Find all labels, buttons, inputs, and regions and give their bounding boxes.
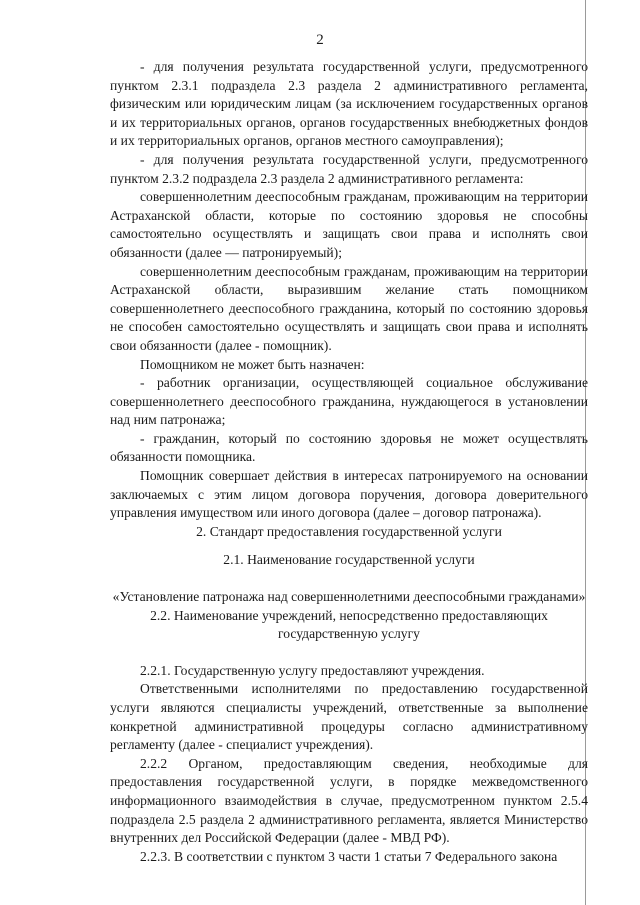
paragraph: - для получения результата государственной услуги, предусмотренного пунктом 2.3.1 подраздела 2.3 раздела 2 административного регламента, физическим или юридическим лицам (за исключением государственных органов и их территориальных органов, органов государственных внебюджетных фондов и их территориальных органов, органов местного самоуправления); [110,59,588,149]
paragraph: совершеннолетним дееспособным гражданам, проживающим на территории Астраханской области, которые по состоянию здоровья не способны самостоятельно осуществлять и защищать свои права и исполнять свои обязанности (далее — патронируемый); [110,189,588,260]
document-body [110,58,588,866]
paragraph: Помощником не может быть назначен: [140,356,365,372]
paragraph: - гражданин, который по состоянию здоровья не может осуществлять обязанности помощника. [110,430,588,465]
paragraph: 2.2.1. Государственную услугу предоставляют учреждения. [140,662,485,678]
page-number: 2 [316,32,324,48]
subsection-heading-2-2: 2.2. Наименование учреждений, непосредственно предоставляющих государственную услугу [150,607,548,642]
subsection-heading-2-1: 2.1. Наименование государственной услуги [223,552,475,568]
paragraph: 2.2.3. В соответствии с пунктом 3 части 1 статьи 7 Федерального закона [140,848,558,864]
paragraph: совершеннолетним дееспособным гражданам, проживающим на территории Астраханской области, выразившим желание стать помощником совершеннолетнего дееспособного гражданина, который по состоянию здоровья не способен самостоятельно осуществлять и защищать свои права и исполнять свои обязанности (далее - помощник). [110,263,588,353]
service-name: «Установление патронажа над совершеннолетними дееспособными гражданами» [112,589,586,605]
section-heading: 2. Стандарт предоставления государственной услуги [196,523,502,539]
paragraph: - работник организации, осуществляющей социальное обслуживание совершеннолетнего дееспособного гражданина, нуждающегося в установлении над ним патронажа; [110,375,588,428]
paragraph: Ответственными исполнителями по предоставлению государственной услуги являются специалисты учреждений, ответственные за выполнение конкретной административной процедуры согласно административному регламенту (далее - специалист учреждения). [110,681,588,753]
paragraph: Помощник совершает действия в интересах патронируемого на основании заключаемых с этим лицом договора поручения, договора доверительного управления имуществом или иного договора (далее – договор патронажа). [110,468,588,521]
paragraph: 2.2.2 Органом, предоставляющим сведения, необходимые для предоставления государственной услуги, в порядке межведомственного информационного взаимодействия в случае, предусмотренном пунктом 2.5.4 подраздела 2.5 раздела 2 административного регламента, является Министерство внутренних дел Российской Федерации (далее - МВД РФ). [110,755,588,846]
paragraph: - для получения результата государственной услуги, предусмотренного пунктом 2.3.2 подраздела 2.3 раздела 2 административного регламента: [110,151,588,186]
